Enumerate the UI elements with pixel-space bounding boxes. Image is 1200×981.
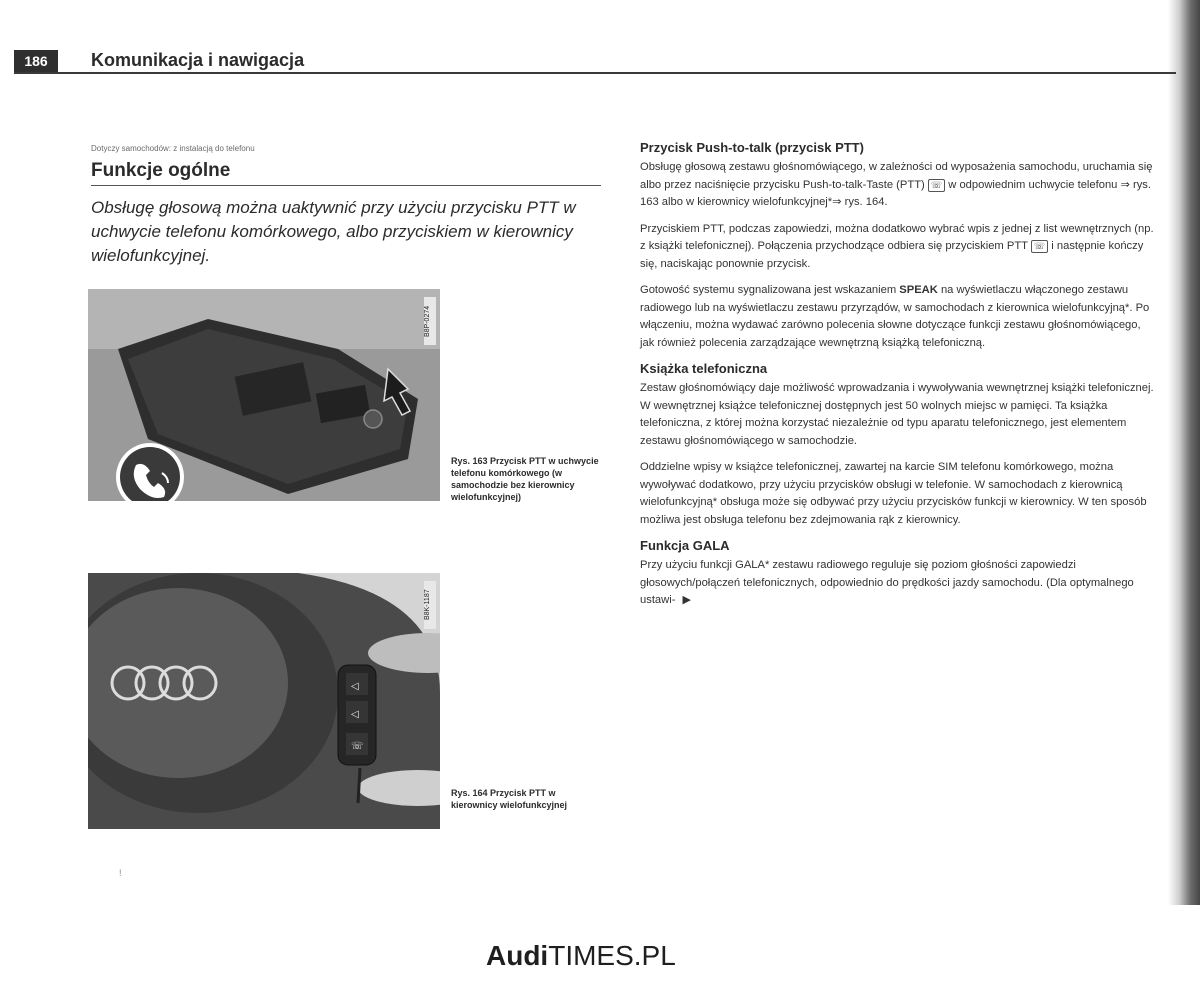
ptt-key-icon: ☏ — [1031, 240, 1048, 253]
page-number: 186 — [14, 50, 58, 72]
ptt-key-icon: ☏ — [928, 179, 945, 192]
book-spine-shadow — [1168, 0, 1200, 905]
logo-brand: Audi — [486, 940, 549, 971]
margin-mark: ! — [119, 868, 122, 878]
continue-arrow-icon: ▶ — [682, 594, 692, 606]
section-rule — [91, 185, 601, 186]
speak-indicator: SPEAK — [899, 284, 938, 296]
svg-text:☏: ☏ — [351, 741, 364, 752]
figure-163-caption: Rys. 163 Przycisk PTT w uchwycie telefonu komórkowego (w samochodzie bez kierownicy wielofunkcyjnej) — [451, 456, 599, 502]
gala-heading: Funkcja GALA — [640, 538, 730, 553]
applies-to-note: Dotyczy samochodów: z instalacją do telefonu — [91, 144, 255, 153]
phone-holder-illustration — [88, 289, 440, 501]
lead-paragraph: Obsługę głosową można uaktywnić przy użyciu przycisku PTT w uchwycie telefonu komórkowego, albo przyciskiem w kierownicy wielofunkcyjnej. — [91, 198, 576, 265]
figure-code: B8K-1187 — [424, 581, 436, 629]
svg-text:◁: ◁ — [351, 709, 359, 720]
phonebook-paragraph-1: Zestaw głośnomówiący daje możliwość wprowadzania i wywoływania wewnętrznej książki telefonicznej. W wewnętrznej książce telefonicznej dostępnych jest 50 wolnych miejsc w pamięci. Ta książka telefoniczna, z której można korzystać niezależnie od typu aparatu telefonicznego, jest elementem zestawu głośnomówiącego w samochodzie. — [640, 382, 1154, 447]
site-logo — [486, 940, 676, 972]
phonebook-heading: Książka telefoniczna — [640, 361, 768, 376]
header-rule — [14, 72, 1176, 74]
ptt-paragraph-1: Obsługę głosową zestawu głośnomówiącego, w zależności od wyposażenia samochodu, uruchamia się albo przez naciśnięcie przycisku Push-to-talk-Taste (PTT) ☏ w odpowiednim uchwycie telefonu ⇒ rys. 163 albo w kierownicy wielofunkcyjnej*⇒ rys. 164. — [640, 161, 1153, 208]
logo-rest: TIMES.PL — [548, 940, 676, 971]
figure-164-steering-wheel — [88, 573, 440, 829]
gala-paragraph: Przy użyciu funkcji GALA* zestawu radiowego reguluje się poziom głośności zapowiedzi głosowych/połączeń telefonicznych, odpowiednio do prędkości jazdy samochodu. (Dla optymalnego ustawi- ▶ — [640, 559, 1134, 606]
figure-163-phone-holder — [88, 289, 440, 501]
phonebook-paragraph-2: Oddzielne wpisy w książce telefonicznej, zawartej na karcie SIM telefonu komórkowego, można wywoływać dodatkowo, przy użyciu przycisków obsługi w telefonie. W samochodach z kierownicą wielofunkcyjną* obsługa może się odbywać przy użyciu przycisków funkcji w kierownicy. W ten sposób możliwa jest obsługa telefonu bez zdejmowania rąk z kierownicy. — [640, 461, 1147, 526]
steering-wheel-illustration — [88, 573, 440, 829]
figure-code: B8P-0274 — [424, 297, 436, 345]
ptt-paragraph-2: Przyciskiem PTT, podczas zapowiedzi, można dodatkowo wybrać wpis z jednej z list wewnętrznych (np. z książki telefonicznej). Połączenia przychodzące odbiera się przyciskiem PTT ☏ i następnie kończy się, naciskając ponownie przycisk. — [640, 222, 1154, 270]
figure-164-caption: Rys. 164 Przycisk PTT w kierownicy wielofunkcyjnej — [451, 788, 568, 810]
chapter-title: Komunikacja i nawigacja — [91, 50, 305, 70]
right-column — [640, 140, 1154, 619]
ptt-heading: Przycisk Push-to-talk (przycisk PTT) — [640, 140, 864, 155]
svg-text:◁: ◁ — [351, 681, 359, 692]
section-title: Funkcje ogólne — [91, 160, 231, 181]
ptt-paragraph-3: Gotowość systemu sygnalizowana jest wskazaniem SPEAK na wyświetlaczu włączonego zestawu radiowego lub na wyświetlaczu zestawu przyrządów, w samochodach z kierownica wielofunkcyjną*. Po włączeniu, można wydawać zarówno polecenia słowne dotyczące funkcji zestawu głośnomówiącego, jak również polecenia zarządzające wewnętrzną książką telefoniczną. — [640, 284, 1150, 349]
